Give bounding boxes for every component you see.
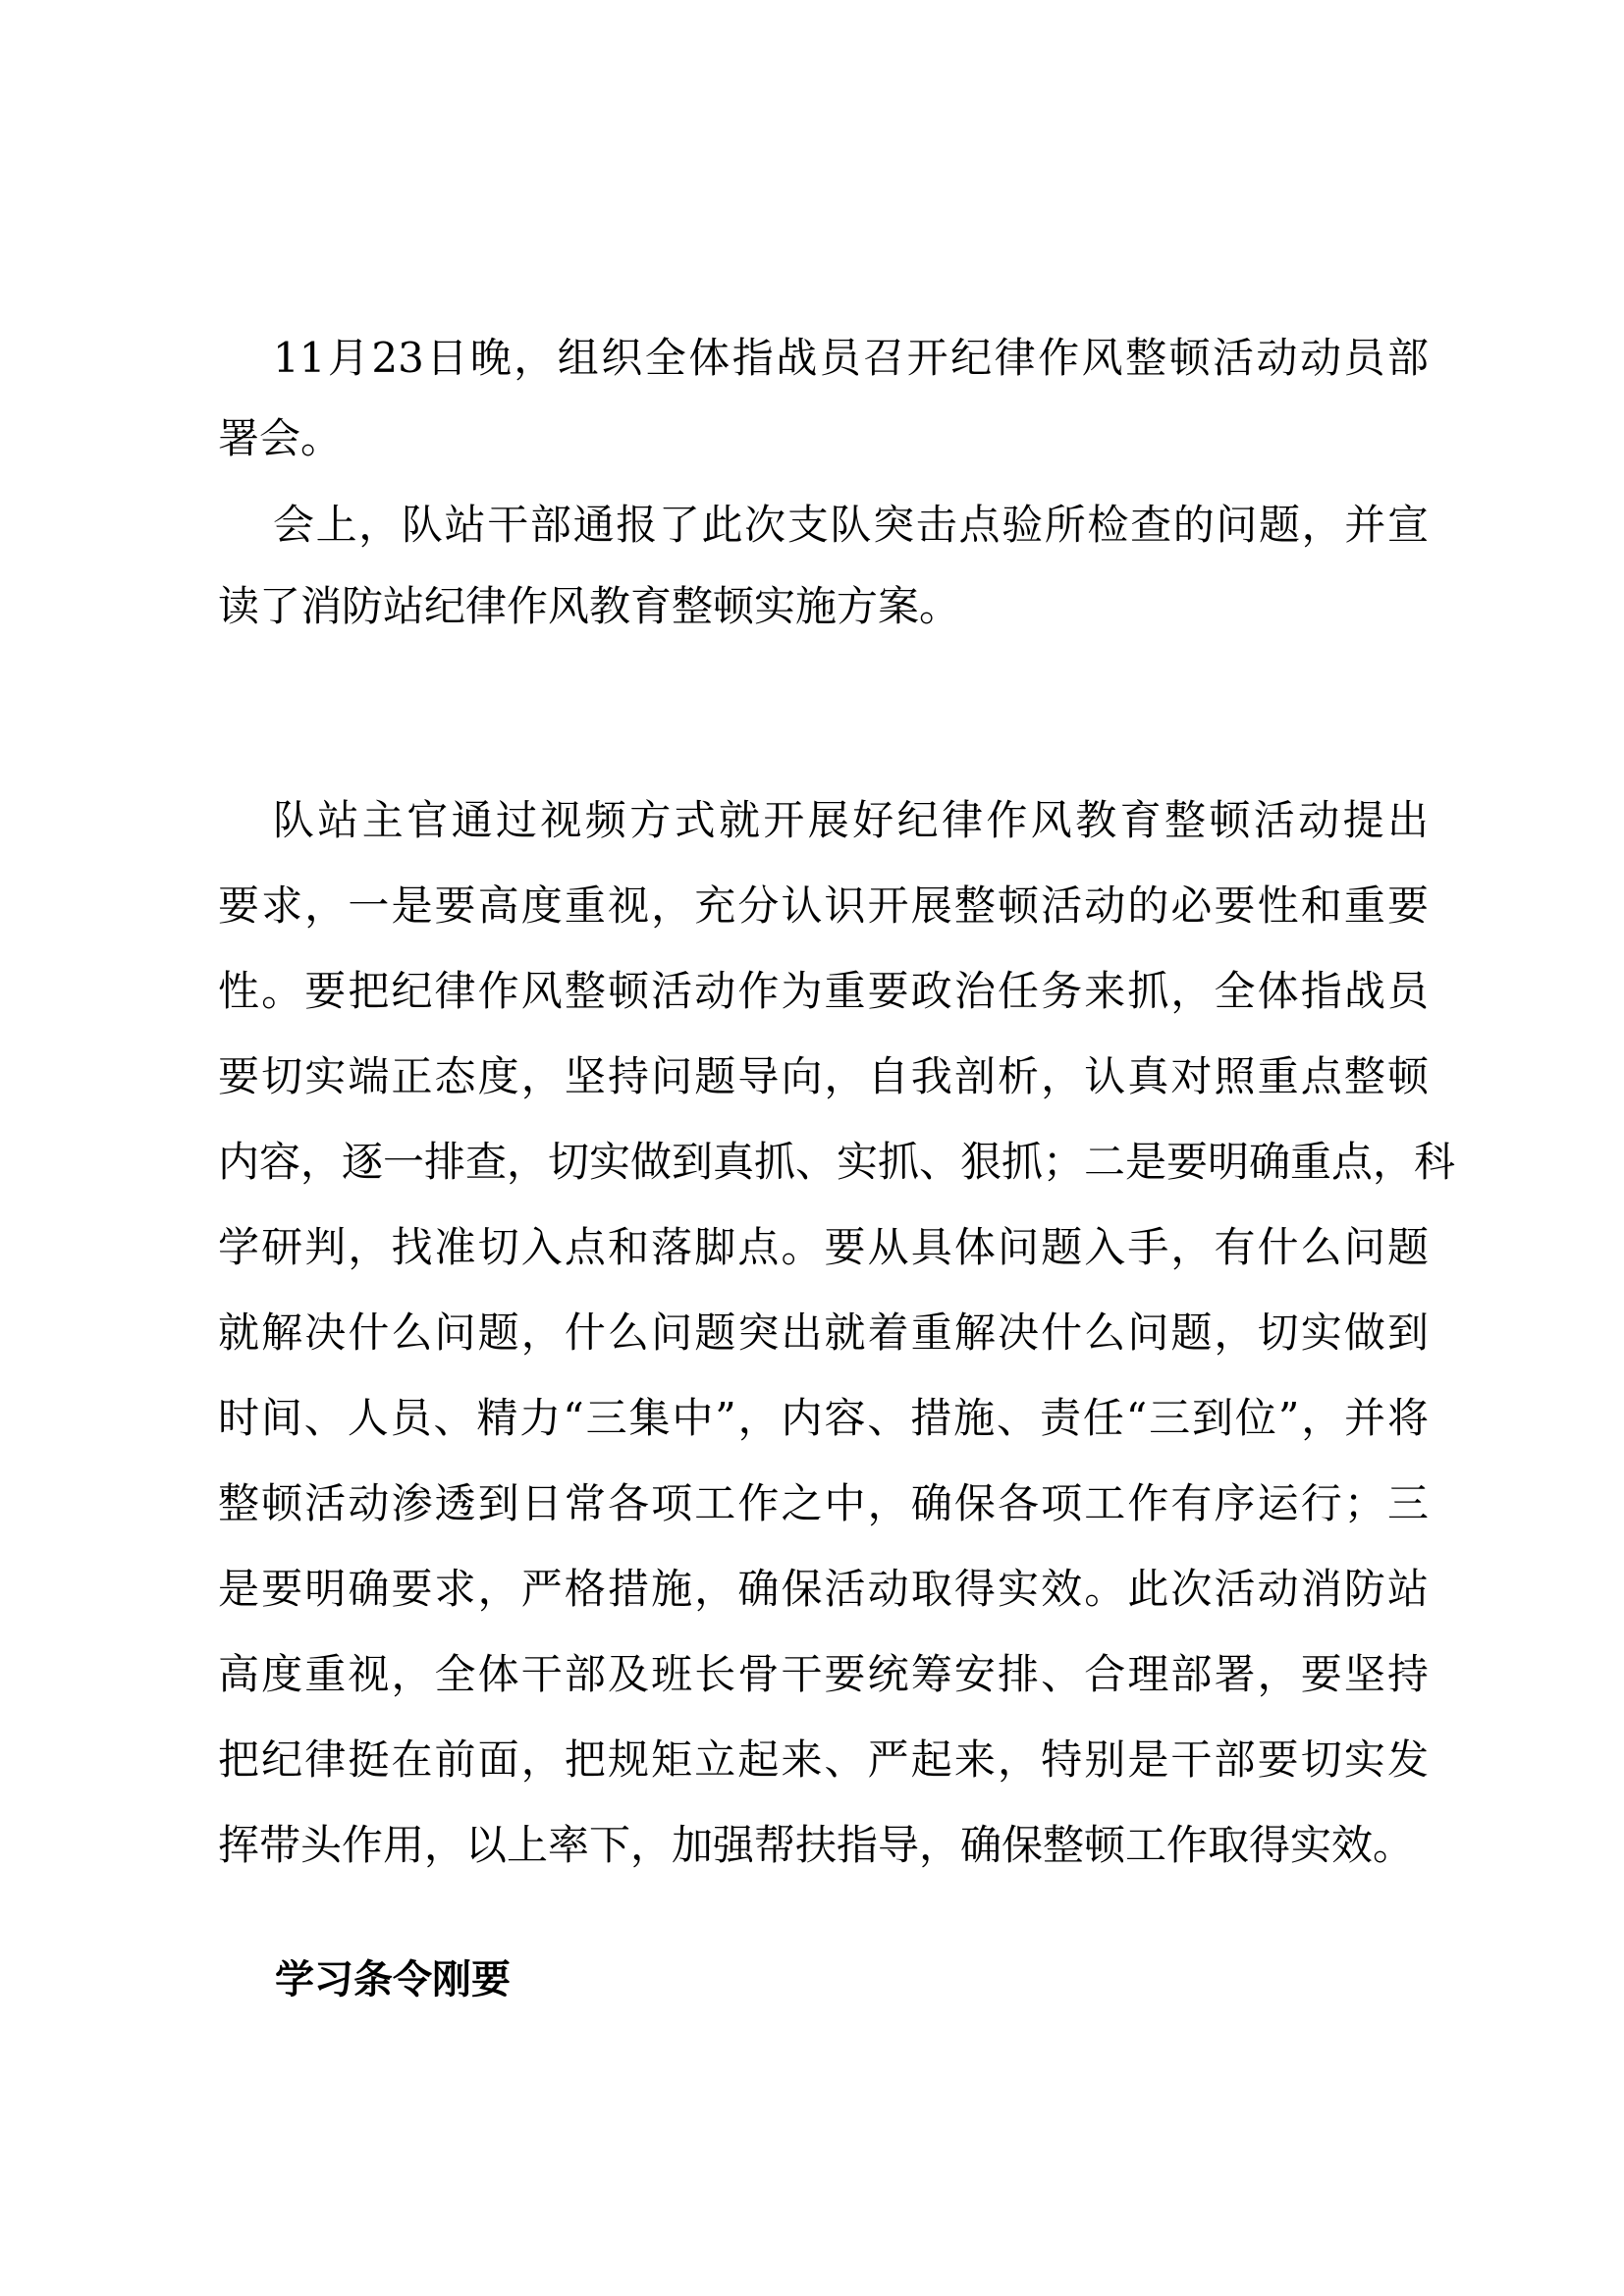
paragraph-3-line-11: 高度重视，全体干部及班长骨干要统筹安排、合理部署，要坚持 <box>218 1650 1429 1698</box>
paragraph-3-line-4: 要切实端正态度，坚持问题导向，自我剖析，认真对照重点整顿 <box>218 1052 1429 1100</box>
paragraph-3-line-8: 时间、人员、精力“三集中”，内容、措施、责任“三到位”，并将 <box>218 1394 1429 1442</box>
paragraph-3-line-6: 学研判，找准切入点和落脚点。要从具体问题入手，有什么问题 <box>218 1223 1429 1271</box>
paragraph-3-line-7: 就解决什么问题，什么问题突出就着重解决什么问题，切实做到 <box>218 1308 1429 1357</box>
section-heading: 学习条令刚要 <box>275 1957 511 2002</box>
paragraph-3-line-10: 是要明确要求，严格措施，确保活动取得实效。此次活动消防站 <box>218 1565 1429 1613</box>
paragraph-3-line-9: 整顿活动渗透到日常各项工作之中，确保各项工作有序运行；三 <box>218 1479 1429 1527</box>
paragraph-3-line-5: 内容，逐一排查，切实做到真抓、实抓、狠抓；二是要明确重点，科 <box>218 1138 1456 1186</box>
paragraph-3-line-3: 性。要把纪律作风整顿活动作为重要政治任务来抓，全体指战员 <box>218 967 1429 1015</box>
paragraph-3-line-1: 队站主官通过视频方式就开展好纪律作风教育整顿活动提出 <box>273 796 1429 844</box>
paragraph-3-line-13: 挥带头作用，以上率下，加强帮扶指导，确保整顿工作取得实效。 <box>218 1821 1415 1869</box>
paragraph-2-line-1: 会上，队站干部通报了此次支队突击点验所检查的问题，并宣 <box>273 501 1429 549</box>
paragraph-3-line-2: 要求，一是要高度重视，充分认识开展整顿活动的必要性和重要 <box>218 881 1429 930</box>
paragraph-2-line-2: 读了消防站纪律作风教育整顿实施方案。 <box>218 582 961 630</box>
paragraph-1-line-1: 11月23日晚，组织全体指战员召开纪律作风整顿活动动员部 <box>273 334 1429 382</box>
paragraph-1-line-2: 署会。 <box>218 414 343 462</box>
paragraph-3-line-12: 把纪律挺在前面，把规矩立起来、严起来，特别是干部要切实发 <box>218 1735 1429 1784</box>
